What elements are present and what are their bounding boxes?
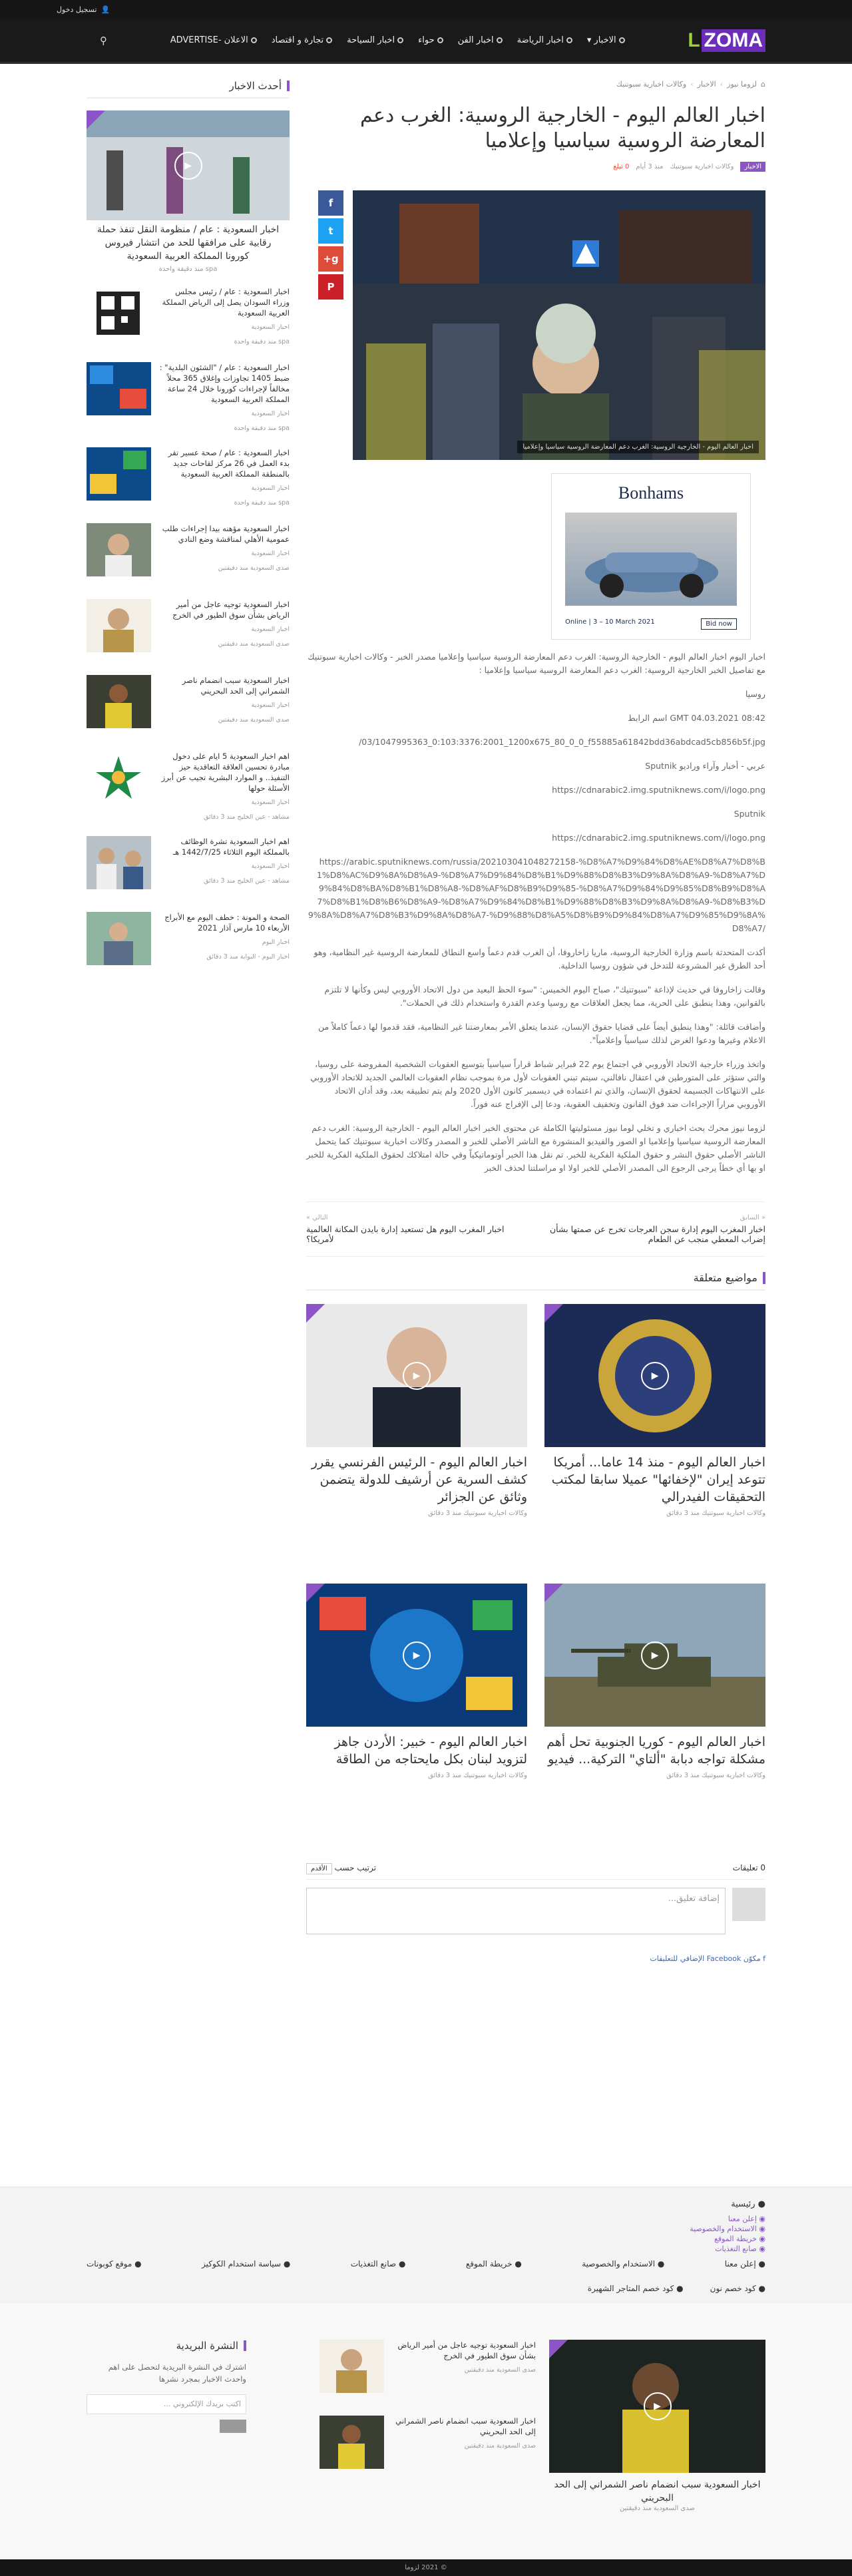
user-icon: 👤 (101, 5, 110, 14)
comments-section (306, 1856, 765, 1963)
footer-link[interactable]: ● صانع التغذيات (350, 2259, 406, 2268)
newsletter-submit-button[interactable] (220, 2420, 246, 2433)
related-image (306, 1304, 527, 1447)
related-title: اخبار العالم اليوم - خبير: الأردن جاهز لتزويد لبنان بكل مايحتاجه من الطاقة (334, 1735, 527, 1767)
menu-item-tourism[interactable]: اخبار السياحة (347, 35, 403, 45)
related-title: اخبار العالم اليوم - منذ 14 عاما... أمريكا تتوعد إيران "لإخفائها" عميلا سابقا لمكتب التحقيقات الفيدرالي (551, 1455, 765, 1504)
related-card[interactable] (306, 1584, 527, 1843)
report-count[interactable]: 0 تبلغ (613, 163, 630, 170)
twitter-share-button[interactable]: t (318, 218, 343, 244)
top-bar (0, 0, 852, 19)
ad-date: Online | 3 – 10 March 2021 (565, 618, 655, 626)
sidebar-news-item[interactable]: اخبار السعودية سبب انضمام ناصر الشمراني إلى الحد البحريني اخبار السعودية صدى السعودية منذ دقيقتين (87, 675, 290, 738)
ad-brand: Bonhams (618, 483, 684, 503)
article-paragraph: https://cdnarabic2.img.sputniknews.com/i/logo.png (552, 785, 765, 795)
article-paragraph: عربي - أخبار وآراء وراديو Sputnik (645, 761, 765, 771)
article-time: منذ 3 أيام (636, 163, 664, 170)
ad-footer (565, 618, 737, 630)
article-paragraph: https://arabic.sputniknews.com/russia/202103041048272158-%D8%A7%D9%84%D8%AE%D8%A7%D8%B1%D8%AC%D9%8A%D8%A9-%D8%A7%D9%84%D8%B1%D9%88%D8%B3%D9%8A%D8%A9-%D8%A7%D9%84%D8%BA%D8%B1%D8%A8-%D8%AF%D8%B9%D9%85-%D8%A7%D9%84%D9%85%D8%B9%D8%A7%D8%B1%D8%B6%D8%A9-%D8%A7%D9%84%D8%B1%D9%88%D8%B3%D9%8A%D8%A9-%D8%B3%D9%8A%D8%A7%D8%B3%D9%8A%D8%A7-%D9%88%D8%A5%D8%B9%D9%84%D8%A7%D9%85%D9%8A%D8%A7/ (308, 857, 765, 933)
article-paragraph: Sputnik (734, 809, 765, 819)
article-meta (306, 162, 765, 172)
previous-post-link[interactable]: « السابق اخبار المغرب اليوم إدارة سجن العرجات تخرج عن صمتها بشأن إضراب المعطي منجب عن الطعام (550, 1214, 765, 1244)
sidebar-featured[interactable] (87, 110, 290, 273)
footer-featured[interactable] (549, 2340, 765, 2512)
footer-link[interactable]: ● إعلن معنا (724, 2259, 765, 2268)
copyright-text: © 2021 لزوما (405, 2564, 447, 2571)
ad-bid-button[interactable]: Bid now (701, 618, 737, 630)
comment-count: 0 تعليقات (732, 1863, 765, 1872)
menu-item-news[interactable]: الاخبار ▾ (587, 35, 625, 45)
article-paragraph: واتخذ وزراء خارجية الاتحاد الأوروبي في اجتماع يوم 22 فبراير شباط قراراً سياسياً بتوسيع العقوبات الشخصية المفروضة على روسيا، والتي ستؤثر على المتورطين في اعتقال نافالني، سيتم تبني العقوبات لأول مرة بموجب نظام العقوبات العالمي الجديد للاتحاد الأوروبي على الانتهاكات الجسيمة لحقوق الإنسان، والذي تم اعتماده في ديسمبر كانون الأول 2020 ولم يتم تطبيقه بعد، وقد أدان الاتحاد الأوروبي مراراً الإجراءات ضد فوق القانون وتخفيف العقوبة، ودعا إلى الإفراج عنه فوراً. (310, 1059, 765, 1109)
article-paragraph: اخبار اليوم اخبار العالم اليوم - الخارجية الروسية: الغرب دعم المعارضة الروسية سياسيا وإعلاميا مصدر الخبر - وكالات اخبارية سبوتنيك مع تفاصيل الخبر الخارجية الروسية: الغرب دعم المعارضة الروسية سياسيا وإعلاميا : (308, 652, 765, 675)
newsletter-text: اشترك في النشرة البريدية لتحصل على اهم واحدث الاخبار بمجرد نشرها (108, 2362, 246, 2384)
footer-link[interactable]: ● خريطة الموقع (465, 2259, 522, 2268)
related-meta: وكالات اخبارية سبوتنيك منذ 3 دقائق (428, 1510, 527, 1517)
disclaimer-paragraph: لزوما نيوز محرك بحث اخباري و تخلي لوما نيوز مسئوليتها الكاملة عن محتوى الخبر اخبار العالم اليوم - الخارجية الروسية: الغرب دعم المعارضة الروسية سياسيا وإعلاميا او الصور والفيديو المنشورة مع الناشر الأصلي للخبر و المصدر وكالات اخبارية سبوتنيك كما يتحمل الناشر الأصلي حقوق النشر و حقوق الملكية الفكرية للخبر. تم نقل هذا الخبر أوتوماتيكياً وفي حالة امتلاكك لحقوق الملكية الفكرية للخبر او بها أي خطاً يرجى الرجوع الى المصدر الأصلي للخبر اولا او مراسلتنا لحذف الخبر (306, 1123, 765, 1173)
facebook-comments-plugin[interactable]: f مكوّن Facebook الإضافي للتعليقات (650, 1954, 765, 1963)
related-card[interactable] (306, 1304, 527, 1564)
google-plus-share-button[interactable]: g+ (318, 246, 343, 272)
newsletter-widget (87, 2340, 246, 2433)
article-paragraph: روسيا (745, 689, 765, 699)
sidebar-news-item[interactable]: اخبار السعودية : عام / رئيس مجلس وزراء السودان يصل إلى الرياض المملكة العربية السعودية اخبار السعودية spa منذ دقيقة واحدة (87, 286, 290, 349)
sidebar-news-item[interactable]: اهم اخبار السعودية تشرة الوظائف بالمملكة اليوم الثلاثاء 1442/7/25 هـ اخبار السعودية مشاهد - عين الخليج منذ 3 دقائق (87, 836, 290, 899)
facebook-share-button[interactable]: f (318, 190, 343, 216)
breadcrumb-news[interactable]: الاخبار (697, 80, 716, 89)
article-column (306, 80, 765, 1963)
footer-bottom-links (87, 2259, 765, 2268)
menu-item-sports[interactable]: اخبار الرياضة (517, 35, 572, 45)
related-card[interactable] (544, 1584, 765, 1843)
site-logo[interactable]: L ZOMA (688, 29, 765, 52)
play-icon: ▶ (644, 2392, 672, 2420)
car-image (565, 513, 737, 606)
article-paragraph: GMT 04.03.2021 08:42 اسم الرابط (628, 713, 765, 723)
share-bar (318, 190, 343, 460)
sort-select[interactable]: الأقدم (306, 1863, 332, 1874)
featured-image (87, 110, 290, 220)
sidebar-news-item[interactable]: اخبار السعودية مؤهنه بيدا إجراءات طلب عمومية الأهلي لمناقشة وضع النادي اخبار السعودية صدى السعودية منذ دقيقتين (87, 523, 290, 586)
footer-link[interactable]: ● الاستخدام والخصوصية (582, 2259, 665, 2268)
related-grid (306, 1304, 765, 1843)
footer-link[interactable]: ◉ الاستخدام والخصوصية (690, 2225, 765, 2233)
footer-coupon-links (588, 2284, 765, 2293)
avatar (732, 1888, 765, 1921)
related-title: اخبار العالم اليوم - كوريا الجنوبية تحل أهم مشكلة تواجه دبابة "ألتاي" التركية... فيديو (546, 1735, 765, 1767)
sidebar-news-item[interactable]: الصحة و المونة : خطف اليوم مع الأبراج الأربعاء 10 مارس آذار 2021 اخبار اليوم اخبار اليوم - البوابة منذ 3 دقائق (87, 912, 290, 974)
article-paragraph: وقالت زاخاروفا في حديث لإذاعة "سبوتنيك"، صباح اليوم الخميس: "سوء الحظ البعيد من دول الاتحاد الأوروبي ليس وكأنها لا تلتزم بالقوانين، وهذا ينطبق على الحرية، مما يجعل العلاقات مع روسيا وعدم القدرة واستخدام ذلك في الحملات". (324, 984, 765, 1008)
image-caption: اخبار العالم اليوم - الخارجية الروسية: الغرب دعم المعارضة الروسية سياسيا وإعلاميا (517, 441, 759, 453)
breadcrumb-source[interactable]: وكالات اخبارية سبوتنيك (616, 80, 687, 89)
menu-item-economy[interactable]: تجارة و اقتصاد (272, 35, 332, 45)
menu-item-advertise[interactable]: الاعلان -ADVERTISE (170, 35, 257, 45)
footer-mini-list (320, 2340, 536, 2478)
sidebar-news-item[interactable]: اخبار السعودية : عام / "الشئون البلدية" : ضبط 1405 تجاوزات وإغلاق 365 محلاً مخالفاً لإجراءات كورونا خلال 24 ساعة المملكة العربية السعودية اخبار السعودية spa منذ دقيقة واحدة (87, 362, 290, 434)
next-post-link[interactable]: التالي » اخبار المغرب اليوم هل تستعيد إدارة بايدن المكانة العالمية لأمريكا؟ (306, 1214, 505, 1244)
login-link[interactable]: 👤 تسجيل دخول (57, 5, 110, 14)
footer-featured-meta: صدى السعودية منذ دقيقتين (619, 2505, 696, 2512)
footer-links (0, 2187, 852, 2303)
related-meta: وكالات اخبارية سبوتنيك منذ 3 دقائق (666, 1772, 765, 1779)
footer-link[interactable]: ● كود خصم نون (710, 2284, 765, 2293)
play-icon: ▶ (174, 152, 202, 180)
article-paragraph: أكدت المتحدثة باسم وزارة الخارجية الروسية، ماريا زاخاروفا، أن الغرب قدم دعماً واسع النطاق للمعارضة الروسية غير النظامية، وهو أحد الطرق غير المشروعة للتدخل في شؤون روسيا الداخلية. (314, 947, 765, 970)
play-icon: ▶ (403, 1362, 431, 1390)
footer-link[interactable]: ● موقع كوبونات (87, 2259, 142, 2268)
newsletter-heading: النشرة البريدية (87, 2340, 246, 2352)
related-meta: وكالات اخبارية سبوتنيك منذ 3 دقائق (666, 1510, 765, 1517)
comment-input[interactable]: إضافة تعليق... (306, 1888, 726, 1934)
ad-banner[interactable] (551, 473, 751, 640)
footer-news-item[interactable]: اخبار السعودية توجيه عاجل من أمير الرياض بشأن سوق الطيور في الخرج صدى السعودية منذ دقيقتين (320, 2340, 536, 2402)
sidebar-news-item[interactable]: اخبار السعودية توجيه عاجل من أمير الرياض بشأن سوق الطيور في الخرج اخبار السعودية صدى السعودية منذ دقيقتين (87, 599, 290, 662)
ad-image (565, 513, 737, 606)
sidebar-news-item[interactable]: اخبار السعودية : عام / صحة عسير تقر بدء العمل في 26 مركز لقاحات جديد بالمنطقة المملكة العربية السعودية اخبار السعودية spa منذ دقيقة واحدة (87, 447, 290, 510)
related-card[interactable] (544, 1304, 765, 1564)
footer-link[interactable]: ◉ إعلن معنا (728, 2215, 765, 2223)
article-body (306, 650, 765, 1175)
main-menu (170, 35, 625, 45)
breadcrumb: ⌂ لزوما نيوز › الاخبار › وكالات اخبارية سبوتنيك (616, 80, 765, 89)
menu-item-eve[interactable]: حواء (418, 35, 443, 45)
article-paragraph: /03/1047995363_0:103:3376:2001_1200x675_80_0_0_f55885a61842bdd36abdcad5cb856b5f.jpg (359, 737, 765, 747)
article-image (353, 190, 765, 460)
footer-link[interactable]: ◉ خريطة الموقع (714, 2235, 765, 2243)
play-icon: ▶ (641, 1362, 669, 1390)
related-meta: وكالات اخبارية سبوتنيك منذ 3 دقائق (428, 1772, 527, 1779)
page-title: اخبار العالم اليوم - الخارجية الروسية: الغرب دعم المعارضة الروسية سياسيا وإعلاميا (360, 104, 765, 152)
footer-widgets (0, 2303, 852, 2559)
breadcrumb-home[interactable]: لزوما نيوز (727, 80, 757, 89)
article-paragraph: https://cdnarabic2.img.sputniknews.com/i/logo.png (552, 833, 765, 843)
sidebar-heading: أحدث الاخبار (87, 80, 290, 99)
footer-link[interactable]: ◉ صانع التغذيات (715, 2245, 765, 2253)
search-icon[interactable]: ⚲ (100, 34, 108, 47)
featured-title: اخبار السعودية : عام / منظومة النقل تنفذ حملة رقابية على مرافقها للحد من انتشار فيروس كورونا المملكة العربية السعودية (87, 220, 290, 266)
protest-photo (353, 190, 765, 460)
category-badge[interactable]: الاخبار (740, 162, 765, 172)
related-title: اخبار العالم اليوم - الرئيس الفرنسي يقرر كشف السرية عن أرشيف للدولة يتضمن وثائق عن الجزائر (311, 1455, 527, 1504)
article-paragraph: وأضافت قائلة: "وهذا ينطبق أيضاً على قضايا حقوق الإنسان، عندما يتعلق الأمر بمعارضتنا غير النظامية، فقد قدموا لها دعماً كاملاً من الاعلام وغيرها ودعوا الغرض لذلك سياسياً وإعلامياً". (318, 1022, 765, 1045)
featured-meta: spa منذ دقيقة واحدة (158, 266, 218, 273)
footer-link[interactable]: ● سياسة استخدام الكوكيز (202, 2259, 291, 2268)
article-source[interactable]: وكالات اخبارية سبوتنيك (670, 163, 734, 170)
related-image (544, 1304, 765, 1447)
play-icon: ▶ (641, 1641, 669, 1669)
play-icon: ▶ (403, 1641, 431, 1669)
home-icon[interactable]: ⌂ (761, 80, 765, 89)
footer-news-item[interactable]: اخبار السعودية سبب انضمام ناصر الشمراني إلى الحد البحريني صدى السعودية منذ دقيقتين (320, 2416, 536, 2478)
copyright-bar (0, 2559, 852, 2576)
footer-featured-title: اخبار السعودية سبب انضمام ناصر الشمراني إلى الحد البحريني (554, 2479, 761, 2503)
footer-section-title[interactable]: ● رئيسية (731, 2199, 765, 2209)
related-image (544, 1584, 765, 1727)
main-nav (0, 19, 852, 64)
related-image (306, 1584, 527, 1727)
footer-link[interactable]: ● كود خصم المتاجر الشهيرة (587, 2284, 684, 2293)
pinterest-share-button[interactable]: P (318, 274, 343, 300)
sidebar (87, 80, 290, 974)
sidebar-news-item[interactable]: اهم اخبار السعودية 5 ايام على دخول مبادرة تحسين العلاقة التعاقدية حيز التنفيذ.. و الموارد البشرية تجيب عن أبرز الأسئلة حولها اخبار السعودية مشاهد - عين الخليج منذ 3 دقائق (87, 751, 290, 823)
sort-label: ترتيب حسب (334, 1863, 376, 1872)
post-navigation (306, 1201, 765, 1257)
footer-link-list (690, 2214, 765, 2254)
related-heading: مواضيع متعلقة (306, 1271, 765, 1291)
menu-item-art[interactable]: اخبار الفن (458, 35, 503, 45)
newsletter-email-input[interactable]: اكتب بريدك الإلكتروني ... (87, 2394, 246, 2414)
facebook-icon: f (763, 1954, 765, 1963)
